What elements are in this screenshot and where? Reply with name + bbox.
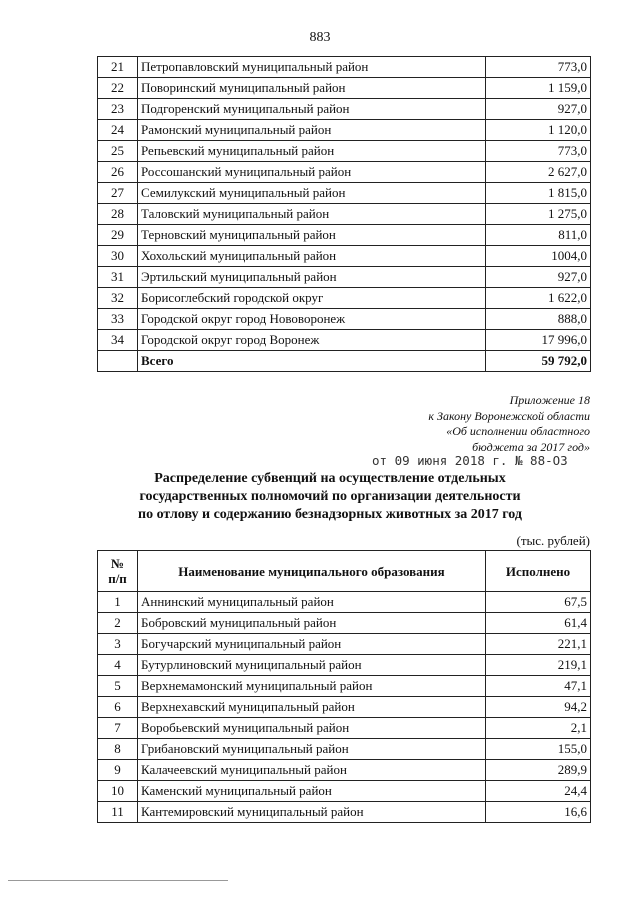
row-name: Терновский муниципальный район [138,225,486,246]
row-number: 11 [98,802,138,823]
row-value: 811,0 [486,225,591,246]
row-value: 1 815,0 [486,183,591,204]
row-value: 94,2 [486,697,591,718]
table-row [98,739,591,760]
row-number: 21 [98,57,138,78]
table-row [98,204,591,225]
appendix-line: «Об исполнении областного [446,424,590,438]
row-value: 61,4 [486,613,591,634]
header-number [98,551,138,592]
row-number: 3 [98,634,138,655]
row-number: 33 [98,309,138,330]
row-number: 7 [98,718,138,739]
table-row [98,676,591,697]
table-body [98,592,591,823]
table-row [98,781,591,802]
table-row [98,225,591,246]
row-number: 6 [98,697,138,718]
table-row [98,267,591,288]
row-name: Эртильский муниципальный район [138,267,486,288]
row-value: 221,1 [486,634,591,655]
table-row [98,655,591,676]
table-header [98,551,591,592]
table-row [98,288,591,309]
row-name: Грибановский муниципальный район [138,739,486,760]
row-name: Верхнехавский муниципальный район [138,697,486,718]
row-number: 5 [98,676,138,697]
row-value: 47,1 [486,676,591,697]
row-number: 30 [98,246,138,267]
row-value: 289,9 [486,760,591,781]
row-value: 773,0 [486,141,591,162]
row-value: 17 996,0 [486,330,591,351]
header-row [98,551,591,592]
row-number: 23 [98,99,138,120]
appendix-reference [428,393,590,455]
row-name: Городской округ город Воронеж [138,330,486,351]
row-value: 927,0 [486,267,591,288]
table-row [98,592,591,613]
row-name: Семилукский муниципальный район [138,183,486,204]
table-row [98,309,591,330]
page-number: 883 [309,30,331,45]
row-number: 26 [98,162,138,183]
row-value: 927,0 [486,99,591,120]
title-line: Распределение субвенций на осуществление отдельных [154,471,506,486]
total-label: Всего [138,351,486,372]
row-number: 34 [98,330,138,351]
footer-divider [8,880,228,881]
row-name: Репьевский муниципальный район [138,141,486,162]
header-number-line: п/п [108,571,127,586]
table-body [98,57,591,372]
law-date-stamp: от 09 июня 2018 г. № 88-ОЗ [372,453,568,468]
row-number: 2 [98,613,138,634]
row-name: Аннинский муниципальный район [138,592,486,613]
subsidy-table-continued [97,56,591,372]
row-value: 67,5 [486,592,591,613]
table-row [98,802,591,823]
header-number-line: № [110,556,125,571]
row-number: 1 [98,592,138,613]
row-number: 22 [98,78,138,99]
table-row [98,78,591,99]
title-line: государственных полномочий по организации деятельности [139,489,521,504]
row-name: Воробьевский муниципальный район [138,718,486,739]
row-value: 2,1 [486,718,591,739]
row-value: 2 627,0 [486,162,591,183]
row-value: 1 275,0 [486,204,591,225]
row-name: Петропавловский муниципальный район [138,57,486,78]
row-name: Хохольский муниципальный район [138,246,486,267]
row-name: Богучарский муниципальный район [138,634,486,655]
row-value: 1004,0 [486,246,591,267]
row-name: Поворинский муниципальный район [138,78,486,99]
appendix-line: бюджета за 2017 год» [472,439,590,454]
row-name: Борисоглебский городской округ [138,288,486,309]
table-row [98,162,591,183]
table-row [98,697,591,718]
row-name: Каменский муниципальный район [138,781,486,802]
table-row [98,613,591,634]
table-row [98,718,591,739]
row-name: Верхнемамонский муниципальный район [138,676,486,697]
table-row [98,330,591,351]
row-name: Городской округ город Нововоронеж [138,309,486,330]
table-row [98,57,591,78]
appendix-line: Приложение 18 [509,393,590,407]
row-name: Бобровский муниципальный район [138,613,486,634]
row-value: 1 622,0 [486,288,591,309]
table-row [98,760,591,781]
row-value: 219,1 [486,655,591,676]
row-number: 25 [98,141,138,162]
row-number: 4 [98,655,138,676]
row-number: 24 [98,120,138,141]
row-name: Калачеевский муниципальный район [138,760,486,781]
row-number: 8 [98,739,138,760]
total-num-cell [98,351,138,372]
row-value: 24,4 [486,781,591,802]
row-number: 27 [98,183,138,204]
row-number: 32 [98,288,138,309]
table-row [98,634,591,655]
table-row [98,183,591,204]
row-name: Кантемировский муниципальный район [138,802,486,823]
row-value: 888,0 [486,309,591,330]
row-value: 1 159,0 [486,78,591,99]
subsidy-table [97,550,591,823]
row-value: 773,0 [486,57,591,78]
units-label: (тыс. рублей) [516,533,590,548]
header-name: Наименование муниципального образования [138,551,486,592]
title-line: по отлову и содержанию безнадзорных животных за 2017 год [138,507,522,522]
total-row [98,351,591,372]
row-number: 31 [98,267,138,288]
document-title [90,470,570,524]
row-name: Бутурлиновский муниципальный район [138,655,486,676]
table-row [98,120,591,141]
row-name: Подгоренский муниципальный район [138,99,486,120]
table-row [98,99,591,120]
row-number: 28 [98,204,138,225]
row-value: 16,6 [486,802,591,823]
row-name: Россошанский муниципальный район [138,162,486,183]
table-row [98,141,591,162]
table-row [98,246,591,267]
row-value: 1 120,0 [486,120,591,141]
row-number: 10 [98,781,138,802]
row-number: 29 [98,225,138,246]
appendix-line: к Закону Воронежской области [428,408,590,423]
row-value: 155,0 [486,739,591,760]
total-value: 59 792,0 [486,351,591,372]
row-name: Рамонский муниципальный район [138,120,486,141]
header-value: Исполнено [486,551,591,592]
row-number: 9 [98,760,138,781]
row-name: Таловский муниципальный район [138,204,486,225]
